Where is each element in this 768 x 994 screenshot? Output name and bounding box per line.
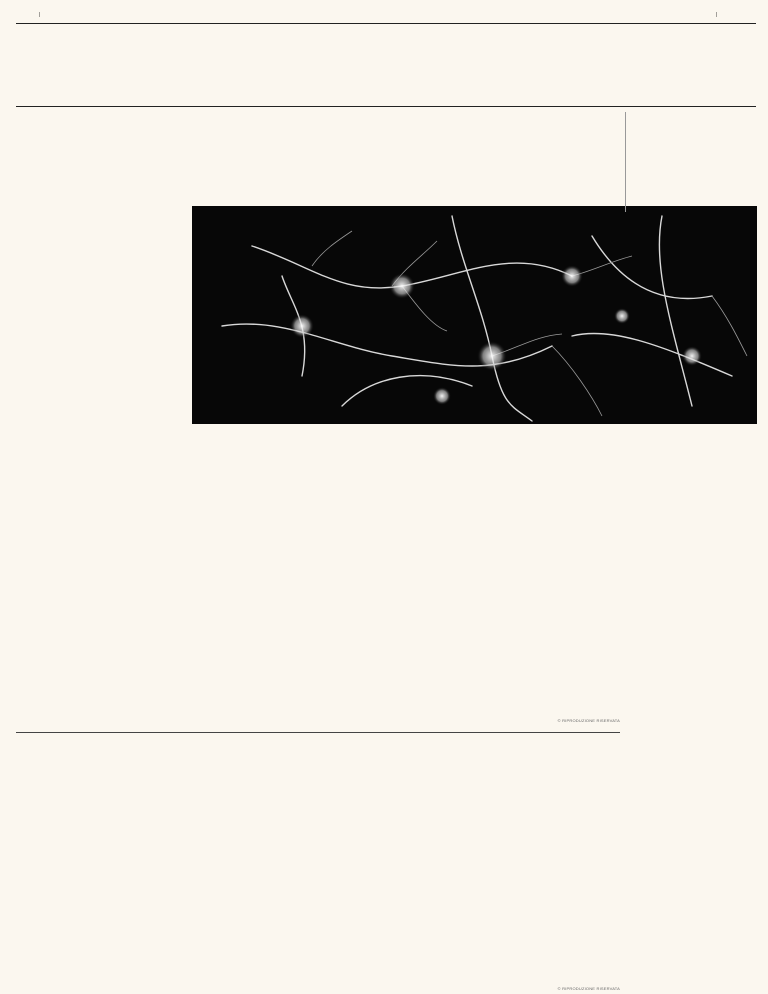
left-col-3 [336, 444, 474, 724]
mid-rule [16, 732, 620, 733]
masthead-bar [16, 9, 756, 23]
left-col-2 [190, 444, 328, 724]
top-note [150, 35, 450, 37]
bottom-col-2 [190, 845, 328, 893]
sep2: | [716, 12, 718, 18]
section-rule [16, 106, 756, 107]
header-rule [16, 23, 756, 24]
bottom-col-3 [336, 740, 474, 992]
left-col-1 [16, 306, 182, 726]
bottom-col-1 [16, 845, 182, 990]
bottom-col-4 [482, 740, 620, 986]
left-stamp: © RIPRODUZIONE RISERVATA [557, 718, 620, 723]
bottom-col-2b [190, 950, 328, 992]
left-col-4 [482, 444, 620, 714]
sep: | [39, 12, 41, 18]
right-divider [625, 112, 626, 212]
neuron-image [192, 206, 757, 424]
bottom-stamp: © RIPRODUZIONE RISERVATA [557, 986, 620, 991]
neuron-photo [192, 206, 757, 424]
